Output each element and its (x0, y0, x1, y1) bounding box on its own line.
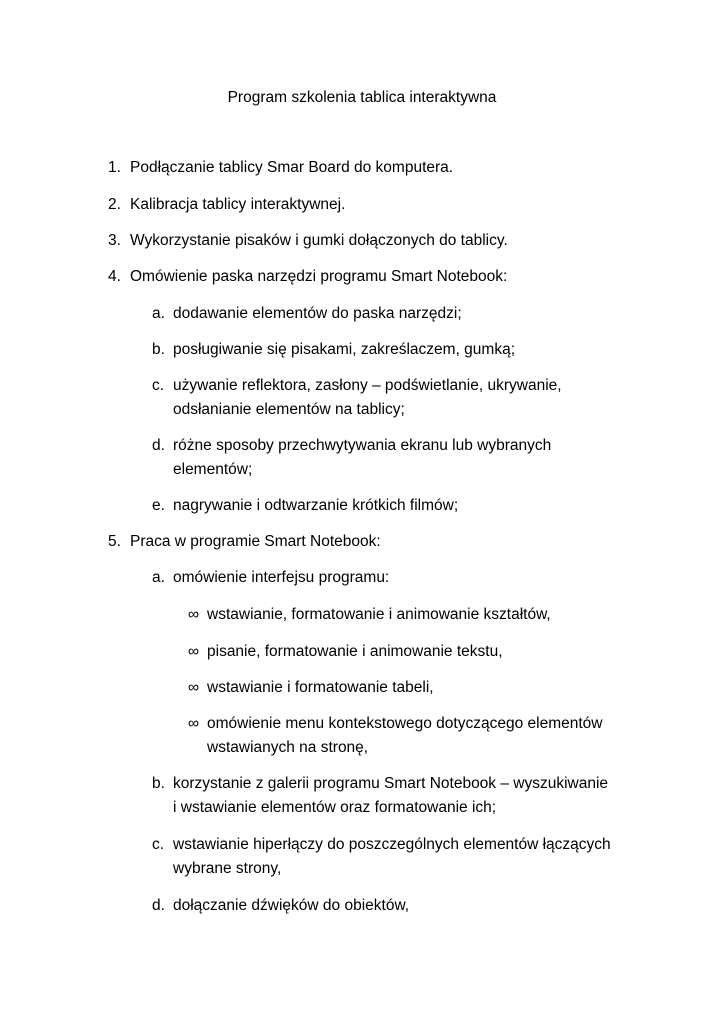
sublist-item-letter: b. (152, 775, 165, 792)
sublist-item-text: wstawianie hiperłączy do poszczególnych elementów łączących (173, 836, 611, 853)
infinity-bullet-icon: ∞ (188, 715, 200, 732)
sublist-item-letter: a. (152, 569, 165, 586)
sublist-item-letter: a. (152, 305, 165, 322)
list-item-text: Wykorzystanie pisaków i gumki dołączonych do tablicy. (130, 232, 508, 249)
list-item-number: 4. (108, 268, 121, 285)
bullet-item-text: omówienie menu kontekstowego dotyczącego elementów (207, 715, 603, 732)
sublist-item-text-continued: wybrane strony, (173, 860, 282, 877)
bullet-item-text: wstawianie i formatowanie tabeli, (207, 679, 434, 696)
list-item-number: 1. (108, 159, 121, 176)
list-item-number: 5. (108, 533, 121, 550)
list-item-text: Praca w programie Smart Notebook: (130, 533, 381, 550)
infinity-bullet-icon: ∞ (188, 643, 200, 660)
sublist-item-letter: d. (152, 897, 165, 914)
list-item-number: 2. (108, 196, 121, 213)
infinity-bullet-icon: ∞ (188, 606, 200, 623)
sublist-item-letter: b. (152, 341, 165, 358)
list-item-text: Kalibracja tablicy interaktywnej. (130, 196, 346, 213)
sublist-item-text: różne sposoby przechwytywania ekranu lub wybranych (173, 437, 552, 454)
sublist-item-text: używanie reflektora, zasłony – podświetlanie, ukrywanie, (173, 377, 562, 394)
sublist-item-letter: e. (152, 497, 165, 514)
sublist-item-text-continued: elementów; (173, 461, 253, 478)
sublist-item-text-continued: i wstawianie elementów oraz formatowanie ich; (173, 799, 497, 816)
list-item-text: Podłączanie tablicy Smar Board do komputera. (130, 159, 454, 176)
sublist-item-text: nagrywanie i odtwarzanie krótkich filmów; (173, 497, 459, 514)
infinity-bullet-icon: ∞ (188, 679, 200, 696)
bullet-item-text: wstawianie, formatowanie i animowanie kształtów, (207, 606, 551, 623)
sublist-item-text: posługiwanie się pisakami, zakreślaczem, gumką; (173, 341, 516, 358)
sublist-item-text-continued: odsłanianie elementów na tablicy; (173, 401, 405, 418)
sublist-item-text: dodawanie elementów do paska narzędzi; (173, 305, 462, 322)
sublist-item-text: omówienie interfejsu programu: (173, 569, 390, 586)
sublist-item-text: dołączanie dźwięków do obiektów, (173, 897, 410, 914)
bullet-item-text-continued: wstawianych na stronę, (207, 739, 369, 756)
list-item-text: Omówienie paska narzędzi programu Smart Notebook: (130, 268, 508, 285)
sublist-item-letter: c. (152, 377, 165, 394)
sublist-item-letter: c. (152, 836, 165, 853)
list-item-number: 3. (108, 232, 121, 249)
bullet-item-text: pisanie, formatowanie i animowanie tekstu, (207, 643, 503, 660)
sublist-item-text: korzystanie z galerii programu Smart Notebook – wyszukiwanie (173, 775, 609, 792)
sublist-item-letter: d. (152, 437, 165, 454)
document-title: Program szkolenia tablica interaktywna (227, 89, 497, 106)
